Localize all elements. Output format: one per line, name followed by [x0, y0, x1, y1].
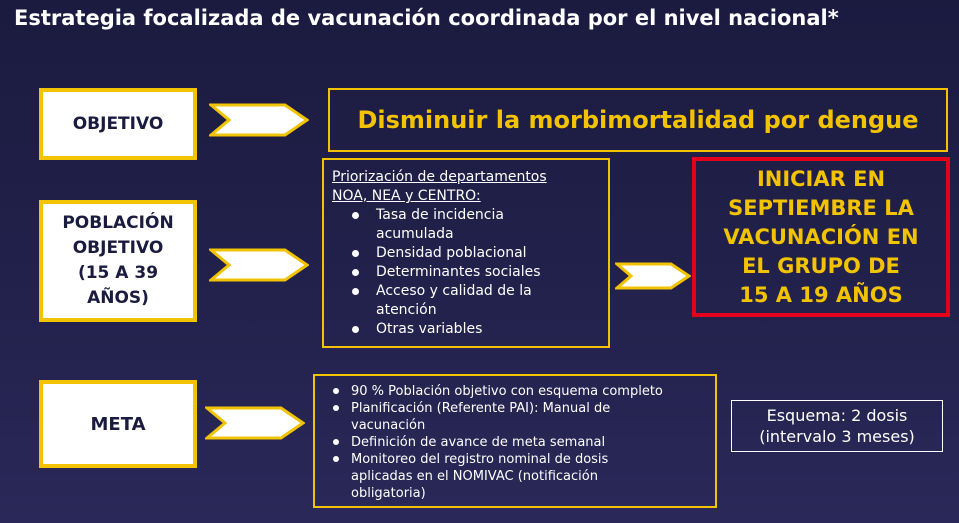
list-item: Tasa de incidencia acumulada — [332, 206, 546, 244]
meta-items-box — [313, 374, 717, 508]
esquema-box — [731, 400, 943, 452]
poblacion-criteria-box — [322, 158, 610, 348]
criteria-heading-line: NOA, NEA y CENTRO: — [332, 188, 481, 204]
highlight-line: EL GRUPO DE — [742, 253, 900, 278]
poblacion-label-line: AÑOS) — [87, 288, 149, 308]
objetivo-label-box — [39, 88, 197, 160]
meta-label-box — [39, 380, 197, 468]
meta-list — [319, 383, 711, 502]
list-item: Definición de avance de meta semanal — [319, 434, 711, 451]
list-item: Densidad poblacional — [332, 244, 602, 263]
esquema-line: (intervalo 3 meses) — [759, 427, 915, 446]
criteria-heading — [332, 168, 602, 206]
page-title: Estrategia focalizada de vacunación coordinada por el nivel nacional* — [14, 6, 839, 30]
objetivo-text: Disminuir la morbimortalidad por dengue — [357, 106, 919, 134]
criteria-heading-line: Priorización de departamentos — [332, 169, 547, 185]
list-item: 90 % Población objetivo con esquema completo — [319, 383, 711, 400]
highlight-box — [692, 157, 950, 317]
list-item: Monitoreo del registro nominal de dosis aplicadas en el NOMIVAC (notificación obligatoria) — [319, 451, 671, 502]
chevron-right-icon — [209, 248, 309, 282]
poblacion-label-line: POBLACIÓN — [62, 213, 174, 233]
poblacion-label-line: OBJETIVO — [72, 238, 164, 258]
list-item: Determinantes sociales — [332, 263, 602, 282]
list-item: Otras variables — [332, 320, 602, 339]
esquema-line: Esquema: 2 dosis — [766, 406, 908, 425]
meta-label: META — [90, 413, 146, 435]
chevron-right-icon — [615, 262, 691, 290]
chevron-right-icon — [205, 406, 305, 440]
highlight-line: 15 A 19 AÑOS — [739, 282, 903, 307]
highlight-line: VACUNACIÓN EN — [723, 224, 919, 249]
poblacion-label-box — [39, 200, 197, 322]
highlight-line: INICIAR EN — [756, 166, 886, 191]
list-item: Acceso y calidad de la atención — [332, 282, 556, 320]
objetivo-label: OBJETIVO — [72, 114, 164, 134]
poblacion-label-line: (15 A 39 — [77, 263, 159, 283]
chevron-right-icon — [209, 103, 309, 137]
objetivo-text-box — [328, 88, 948, 152]
list-item: Planificación (Referente PAI): Manual de vacunación — [319, 400, 671, 434]
highlight-line: SEPTIEMBRE LA — [728, 195, 914, 220]
criteria-list — [332, 206, 602, 339]
highlight-text — [723, 165, 918, 310]
